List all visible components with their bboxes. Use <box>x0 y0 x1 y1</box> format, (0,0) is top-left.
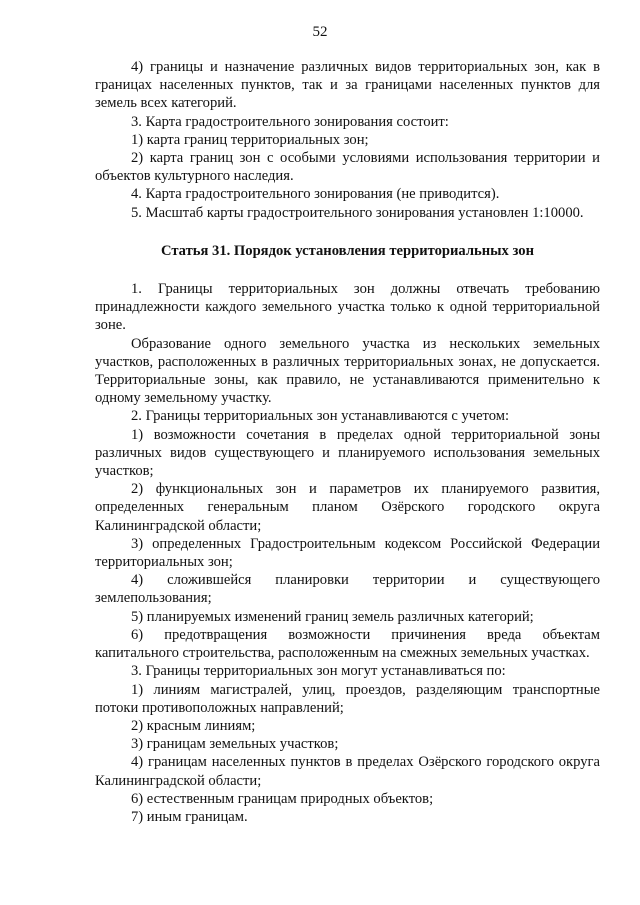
paragraph: 1) возможности сочетания в пределах одной территориальной зоны различных видов существующего и планируемого использования земельных участков; <box>95 426 600 480</box>
document-body <box>95 58 600 826</box>
paragraph: Образование одного земельного участка из нескольких земельных участков, расположенных в различных территориальных зонах, не допускается. Территориальные зоны, как правило, не устанавливаются применительно к одному земельному участку. <box>95 335 600 407</box>
paragraph: 1) карта границ территориальных зон; <box>131 131 369 148</box>
paragraph: 2. Границы территориальных зон устанавливаются с учетом: <box>131 408 510 425</box>
paragraph: 5. Масштаб карты градостроительного зонирования установлен 1:10000. <box>131 204 584 221</box>
paragraph: 4) сложившейся планировки территории и существующего землепользования; <box>95 572 600 607</box>
paragraph: 3) определенных Градостроительным кодексом Российской Федерации территориальных зон; <box>95 535 600 571</box>
paragraph: 4. Карта градостроительного зонирования (не приводится). <box>131 186 500 203</box>
paragraph: 7) иным границам. <box>131 808 248 825</box>
paragraph: 6) предотвращения возможности причинения вреда объектам капитального строительства, расположенным на смежных земельных участках. <box>95 626 600 662</box>
paragraph: 3. Карта градостроительного зонирования состоит: <box>131 113 449 130</box>
paragraph: 2) функциональных зон и параметров их планируемого развития, определенных генеральным планом Озёрского городского округа Калининградской области; <box>95 481 600 534</box>
paragraph: 1. Границы территориальных зон должны отвечать требованию принадлежности каждого земельного участка только к одной территориальной зоне. <box>95 281 600 334</box>
article-heading: Статья 31. Порядок установления территориальных зон <box>160 242 534 259</box>
page-number: 52 <box>312 24 328 40</box>
paragraph: 2) красным линиям; <box>131 717 256 734</box>
paragraph: 4) границам населенных пунктов в пределах Озёрского городского округа Калининградской области; <box>95 754 600 789</box>
paragraph: 6) естественным границам природных объектов; <box>131 790 434 807</box>
paragraph: 2) карта границ зон с особыми условиями использования территории и объектов культурного наследия. <box>95 150 600 185</box>
paragraph: 3) границам земельных участков; <box>131 736 339 753</box>
paragraph: 1) линиям магистралей, улиц, проездов, разделяющим транспортные потоки противоположных направлений; <box>95 681 600 716</box>
paragraph: 3. Границы территориальных зон могут устанавливаться по: <box>131 663 506 680</box>
paragraph: 4) границы и назначение различных видов территориальных зон, как в границах населенных пунктов, так и за границами населенных пунктов для земель всех категорий. <box>95 59 600 112</box>
paragraph: 5) планируемых изменений границ земель различных категорий; <box>131 608 534 625</box>
